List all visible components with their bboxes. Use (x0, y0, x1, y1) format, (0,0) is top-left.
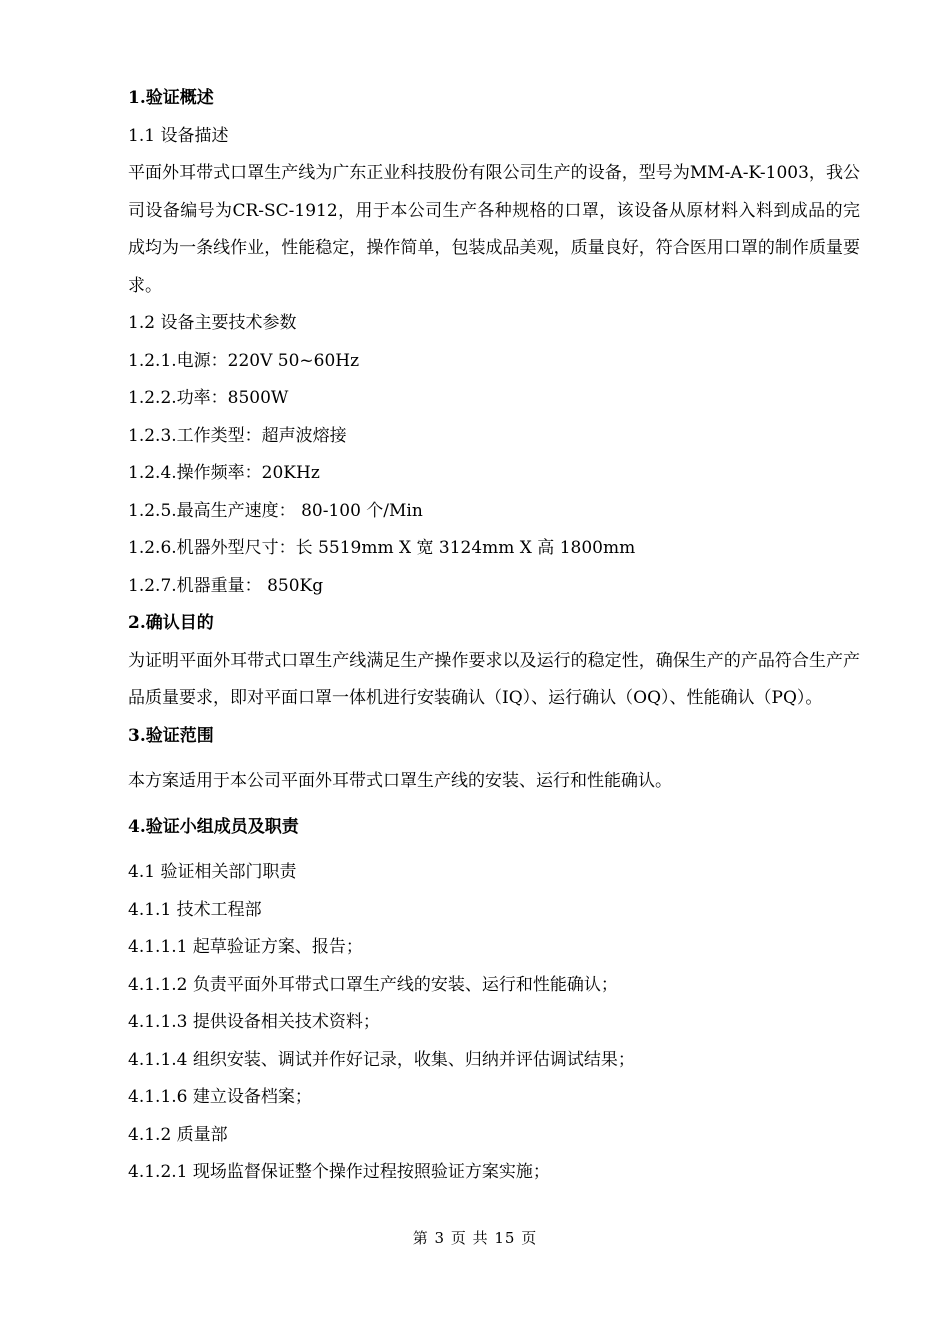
section-4-heading: 4.验证小组成员及职责 (128, 816, 299, 837)
dept-tech-engineering-title: 4.1.1 技术工程部 (128, 899, 262, 920)
param-max-speed: 1.2.5.最高生产速度： 80-100 个/Min (128, 500, 423, 521)
dept1-item: 4.1.1.4 组织安装、调试并作好记录，收集、归纳并评估调试结果； (128, 1049, 635, 1070)
section-3-heading: 3.验证范围 (128, 725, 214, 746)
section-1-1-title: 1.1 设备描述 (128, 125, 229, 146)
param-weight: 1.2.7.机器重量： 850Kg (128, 575, 324, 596)
param-frequency: 1.2.4.操作频率：20KHz (128, 463, 320, 483)
param-power-supply: 1.2.1.电源：220V 50~60Hz (128, 350, 360, 371)
dept-quality-title: 4.1.2 质量部 (128, 1124, 228, 1145)
param-work-type: 1.2.3.工作类型：超声波熔接 (128, 425, 347, 446)
dept1-item: 4.1.1.1 起草验证方案、报告； (128, 937, 363, 957)
dept1-item: 4.1.1.2 负责平面外耳带式口罩生产线的安装、运行和性能确认； (128, 974, 618, 995)
param-dimensions: 1.2.6.机器外型尺寸：长 5519mm X 宽 3124mm X 高 1800mm (128, 538, 636, 558)
section-1-2-title: 1.2 设备主要技术参数 (128, 313, 297, 333)
dept1-item: 4.1.1.6 建立设备档案； (128, 1087, 312, 1107)
dept2-item: 4.1.2.1 现场监督保证整个操作过程按照验证方案实施； (128, 1162, 550, 1182)
section-1-heading: 1.验证概述 (128, 88, 214, 108)
document-body (128, 80, 860, 1192)
section-4-1-title: 4.1 验证相关部门职责 (128, 862, 297, 882)
equipment-description: 平面外耳带式口罩生产线为广东正业科技股份有限公司生产的设备，型号为MM-A-K-1003，我公司设备编号为CR-SC-1912，用于本公司生产各种规格的口罩，该设备从原材料入料到成品的完成均为一条线作业，性能稳定，操作简单，包装成品美观，质量良好，符合医用口罩的制作质量要求。 (128, 163, 860, 296)
section-2-heading: 2.确认目的 (128, 613, 214, 633)
page-footer: 第 3 页 共 15 页 (412, 1229, 538, 1247)
param-power: 1.2.2.功率：8500W (128, 388, 289, 408)
dept1-item: 4.1.1.3 提供设备相关技术资料； (128, 1012, 380, 1032)
section-2-text: 为证明平面外耳带式口罩生产线满足生产操作要求以及运行的稳定性，确保生产的产品符合生产产品质量要求，即对平面口罩一体机进行安装确认（IQ）、运行确认（OQ）、性能确认（PQ）。 (128, 650, 860, 708)
section-3-text: 本方案适用于本公司平面外耳带式口罩生产线的安装、运行和性能确认。 (128, 771, 672, 791)
